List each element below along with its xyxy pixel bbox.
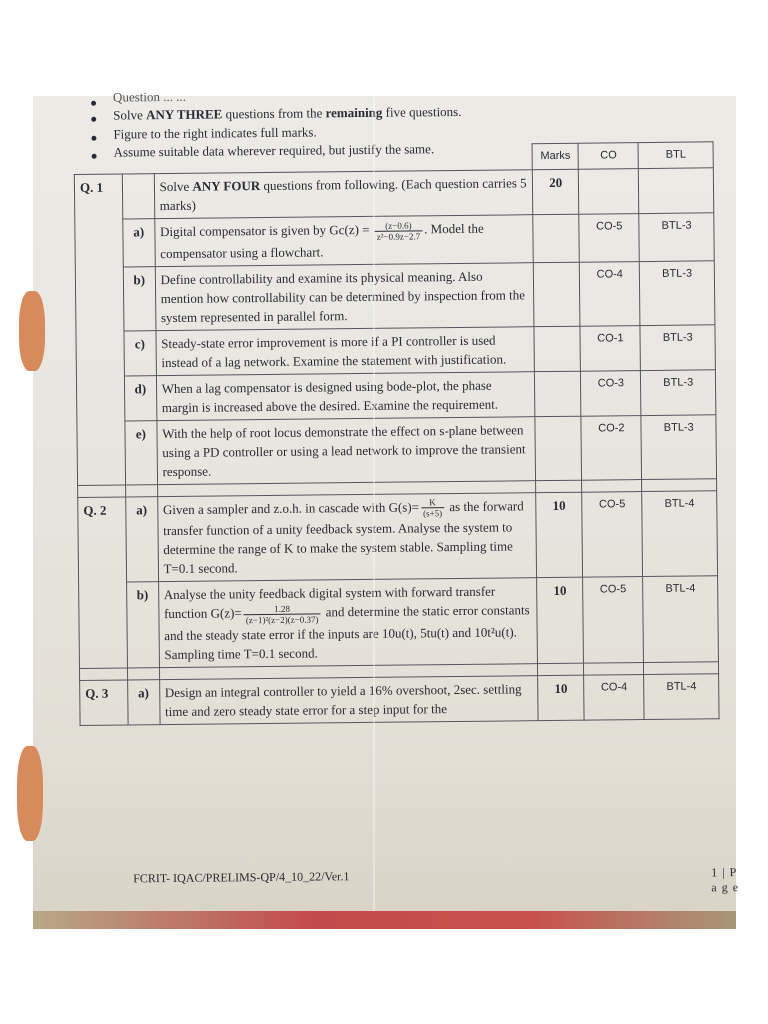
footer-code: FCRIT- IQAC/PRELIMS-QP/4_10_22/Ver.1 [133,869,350,886]
finger-left-bottom [17,746,43,841]
btl-header: BTL [638,142,713,169]
instruction-line-3: Assume suitable data wherever required, but justify the same. [113,141,435,160]
instruction-line-0: Question ... ... [112,88,187,105]
exam-paper [73,89,747,926]
q1-marks: 20 [533,169,579,214]
page-number: 1 | P a g e [711,865,740,895]
q1-part-c: c) Steady-state error improvement is more if a PI controller is used instead of a lag network. Examine the statement with justification. CO-1 BTL-3 [76,324,715,376]
fraction: $\frac{(z-0.6)}{\text{z²−0.9z−2.7}}$ [375,220,423,241]
q1-number: Q. 1 [74,174,125,485]
red-surface-strip [33,911,736,929]
marks-header: Marks [532,143,578,169]
photo-background [33,88,740,929]
instruction-line-2: Figure to the right indicates full marks. [113,124,317,142]
fraction: $\frac{1.28}{\text{(z−1)²(z−2)(z−0.37)}}$ [244,603,321,625]
q2-part-b: b) Analyse the unity feedback digital system with forward transfer function G(z)= $\frac{1.28}{\text{(z−1)²(z−2)(z−0.37)}}$ and determine the static error constants and the steady state error if the inputs are 10u(t), 5tu(t) and 10t²u(t). Sampling time T=0.1 second. 10 CO-5 BTL-4 [79,576,719,668]
q1-intro: Solve ANY FOUR questions from following. (Each question carries 5 marks) [154,170,533,219]
q3-number: Q. 3 [80,680,128,725]
q2-number: Q. 2 [78,496,128,668]
co-header: CO [578,143,638,170]
instruction-line-1: Solve ANY THREE questions from the remaining five questions. [113,103,462,123]
question-table [74,141,720,725]
finger-left-top [19,291,45,371]
q3-part-a: Q. 3 a) Design an integral controller to yield a 16% overshoot, 2sec. settling time and zero steady state error for a step input for the 10 CO-4 BTL-4 [80,673,719,725]
q1-intro-row [74,168,713,220]
q1-part-b: b) Define controllability and examine its physical meaning. Also mention how controllability can be determined by inspection from the system represented in parallel form. CO-4 BTL-3 [75,260,715,331]
q1-part-d: d) When a lag compensator is designed using bode-plot, the phase margin is increased above the desired. Examine the requirement. CO-3 BTL-3 [76,369,715,421]
q1-part-e: e) With the help of root locus demonstrate the effect on s-plane between using a PD controller or using a lead network to improve the transient response. CO-2 BTL-3 [77,414,717,485]
fraction: $\frac{K}{(s+5)}$ [421,497,444,518]
q1-part-a: a) Digital compensator is given by Gc(z) = $\frac{(z-0.6)}{\text{z²−0.9z−2.7}}$ . Model the compensator using a flowchart. CO-5 BTL-3 [75,213,714,267]
q2-part-a: Q. 2 a) Given a sampler and z.o.h. in cascade with G(s)= $\frac{K}{(s+5)}$ as the forward transfer function of a unity feedback system. Analyse the system to determine the range of K to make the system stable. Sampling time T=0.1 second. 10 CO-5 BTL-4 [78,490,718,582]
paper-crease [373,96,375,929]
